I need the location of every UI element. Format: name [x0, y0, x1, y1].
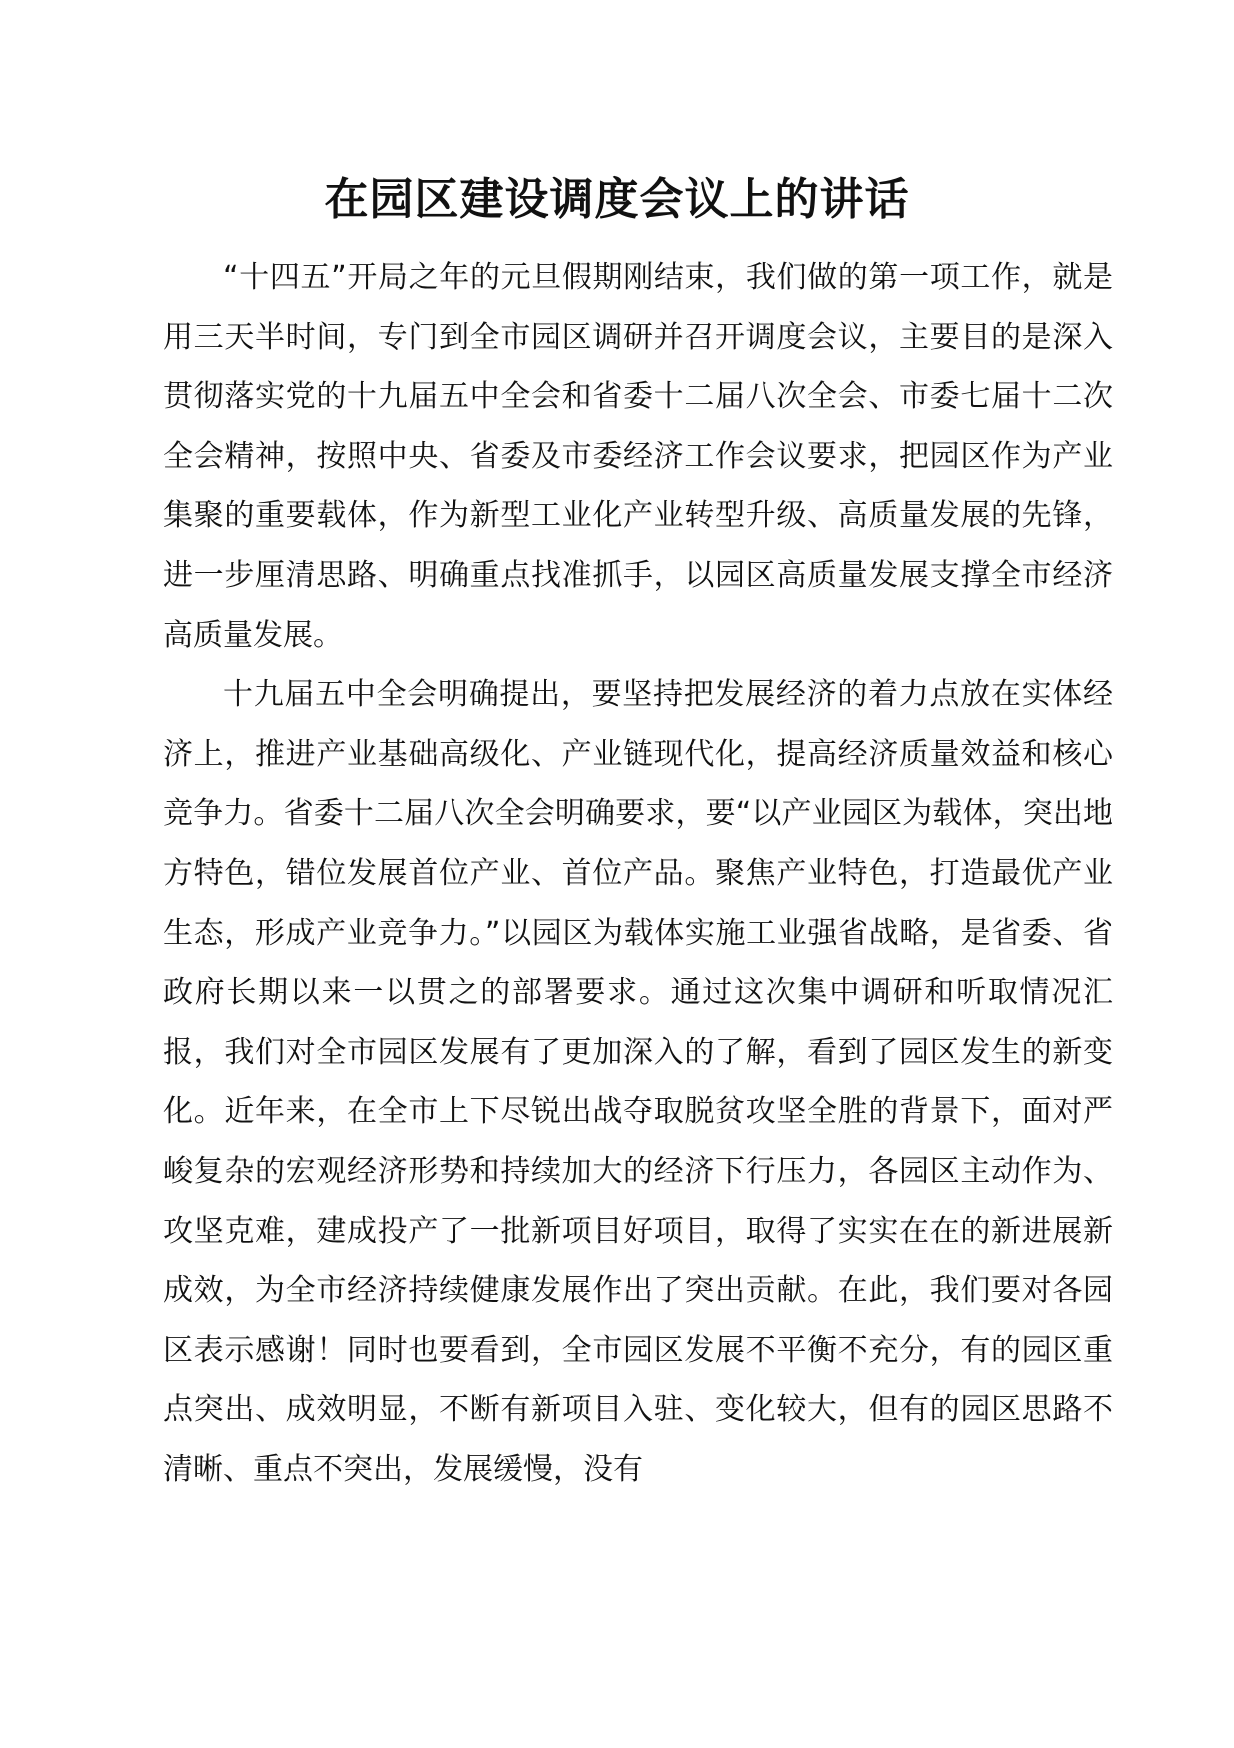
document-title: 在园区建设调度会议上的讲话	[324, 174, 910, 225]
paragraph-2: 十九届五中全会明确提出，要坚持把发展经济的着力点放在实体经济上，推进产业基础高级化、产业链现代化，提高经济质量效益和核心竞争力。省委十二届八次全会明确要求，要“以产业园区为载体，突出地方特色，错位发展首位产业、首位产品。聚焦产业特色，打造最优产业生态，形成产业竞争力。”以园区为载体实施工业强省战略，是省委、省政府长期以来一以贯之的部署要求。通过这次集中调研和听取情况汇报，我们对全市园区发展有了更加深入的了解，看到了园区发生的新变化。近年来，在全市上下尽锐出战夺取脱贫攻坚全胜的背景下，面对严峻复杂的宏观经济形势和持续加大的经济下行压力，各园区主动作为、攻坚克难，建成投产了一批新项目好项目，取得了实实在在的新进展新成效，为全市经济持续健康发展作出了突出贡献。在此，我们要对各园区表示感谢！同时也要看到，全市园区发展不平衡不充分，有的园区重点突出、成效明显，不断有新项目入驻、变化较大，但有的园区思路不清晰、重点不突出，发展缓慢，没有	[163, 677, 1113, 1487]
paragraph-1: “十四五”开局之年的元旦假期刚结束，我们做的第一项工作，就是用三天半时间，专门到全市园区调研并召开调度会议，主要目的是深入贯彻落实党的十九届五中全会和省委十二届八次全会、市委七届十二次全会精神，按照中央、省委及市委经济工作会议要求，把园区作为产业集聚的重要载体，作为新型工业化产业转型升级、高质量发展的先锋，进一步厘清思路、明确重点找准抓手，以园区高质量发展支撑全市经济高质量发展。	[163, 260, 1113, 653]
document-body	[163, 248, 1113, 1499]
